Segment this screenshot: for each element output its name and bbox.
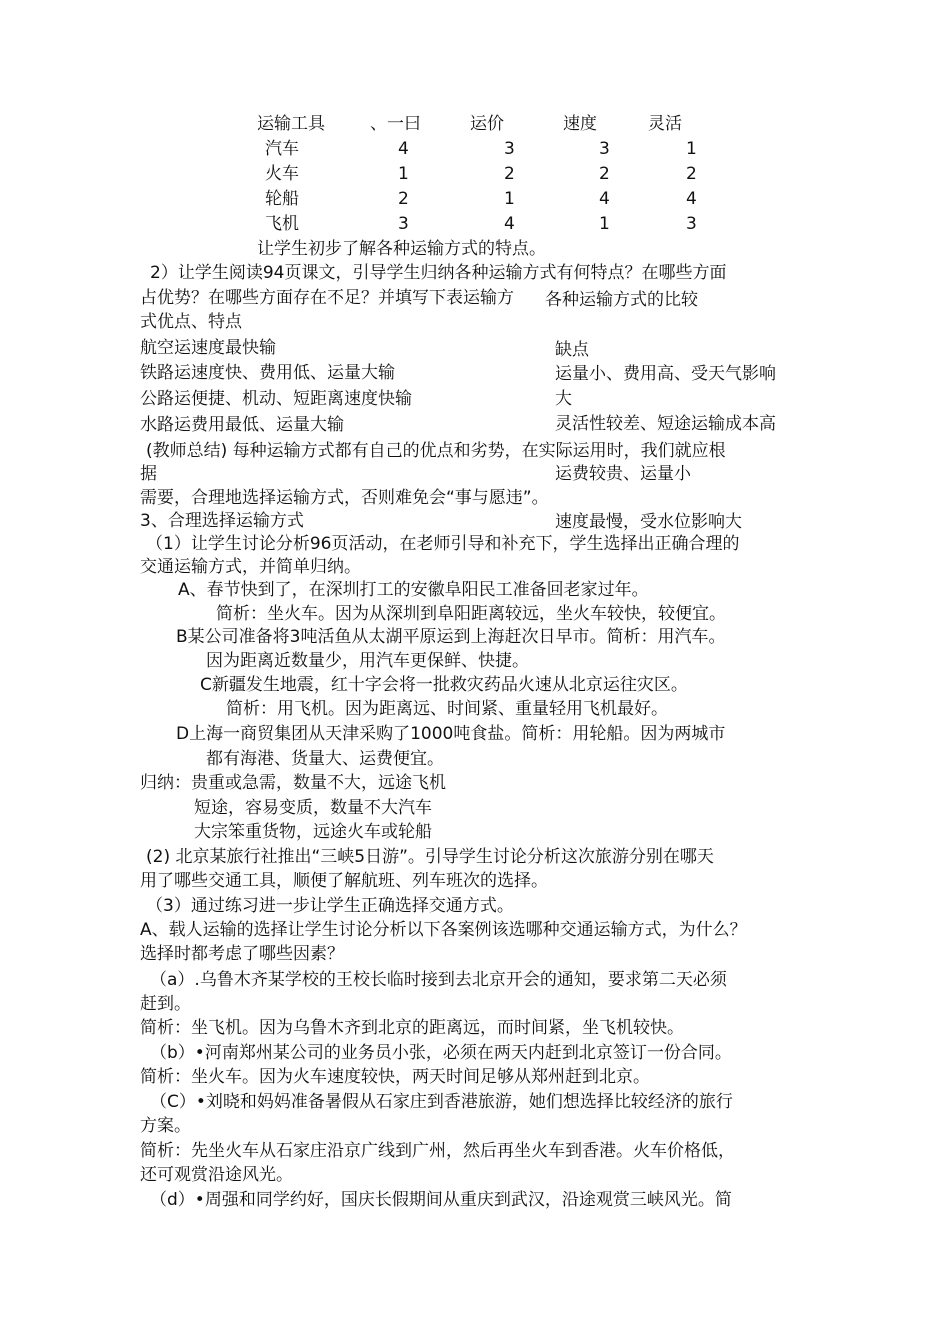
case-c-analysis: 简析：用飞机。因为距离远、时间紧、重量轻用飞机最好。 xyxy=(226,699,668,719)
summary-line: 归纳：贵重或急需，数量不大，远途飞机 xyxy=(140,773,446,793)
question-a: 赶到。 xyxy=(140,994,191,1014)
advantage-row: 公路运便捷、机动、短距离速度快输 xyxy=(140,389,412,409)
table-cell: 4 xyxy=(599,189,610,209)
table-cell: 2 xyxy=(686,164,697,184)
question-c: （C）•刘晓和妈妈准备暑假从石家庄到香港旅游，她们想选择比较经济的旅行 xyxy=(150,1092,733,1112)
question-b: （b）•河南郑州某公司的业务员小张，必须在两天内赶到北京签订一份合同。 xyxy=(150,1043,732,1063)
table-header-vehicle: 运输工具 xyxy=(257,114,325,134)
table-header-flexibility: 灵活 xyxy=(648,114,682,134)
case-d: D上海一商贸集团从天津采购了1000吨食盐。简析：用轮船。因为两城市 xyxy=(176,724,726,744)
table-cell: 轮船 xyxy=(265,189,299,209)
case-c: C新疆发生地震，红十字会将一批救灾药品火速从北京运往灾区。 xyxy=(200,675,688,695)
section-heading: 3、合理选择运输方式 xyxy=(140,511,304,531)
table-cell: 1 xyxy=(398,164,409,184)
table-cell: 2 xyxy=(599,164,610,184)
case-d-analysis: 都有海港、货量大、运费便宜。 xyxy=(206,749,444,769)
table-cell: 3 xyxy=(504,139,515,159)
summary-line: 大宗笨重货物，远途火车或轮船 xyxy=(194,822,432,842)
disadvantage-row: 运量小、费用高、受天气影响 xyxy=(555,364,776,384)
table-cell: 3 xyxy=(686,214,697,234)
table-cell: 1 xyxy=(599,214,610,234)
advantage-row: 铁路运速度快、费用低、运量大输 xyxy=(140,363,395,383)
comparison-title: 各种运输方式的比较 xyxy=(545,290,698,310)
summary-line: 短途，容易变质，数量不大汽车 xyxy=(194,798,432,818)
question-c: 方案。 xyxy=(140,1116,191,1136)
question-b-analysis: 简析：坐火车。因为火车速度较快，两天时间足够从郑州赶到北京。 xyxy=(140,1067,650,1087)
paragraph: (教师总结) 每种运输方式都有自己的优点和劣势，在实际运用时，我们就应根 xyxy=(146,441,726,461)
table-cell: 汽车 xyxy=(265,139,299,159)
question-a: （a）.乌鲁木齐某学校的王校长临时接到去北京开会的通知，要求第二天必须 xyxy=(150,970,727,990)
table-header-price: 运价 xyxy=(470,114,504,134)
disadvantage-header: 缺点 xyxy=(555,340,589,360)
table-cell: 4 xyxy=(686,189,697,209)
paragraph: （3）通过练习进一步让学生正确选择交通方式。 xyxy=(146,896,514,916)
paragraph: 式优点、特点 xyxy=(140,312,242,332)
case-a-analysis: 简析：坐火车。因为从深圳到阜阳距离较远，坐火车较快，较便宜。 xyxy=(216,604,726,624)
paragraph: 据 xyxy=(140,464,157,484)
question-a-analysis: 简析：坐飞机。因为乌鲁木齐到北京的距离远，而时间紧，坐飞机较快。 xyxy=(140,1018,684,1038)
paragraph: （1）让学生讨论分析96页活动，在老师引导和补充下，学生选择出正确合理的 xyxy=(146,534,740,554)
disadvantage-row: 灵活性较差、短途运输成本高 xyxy=(555,414,776,434)
advantage-row: 航空运速度最快输 xyxy=(140,338,276,358)
paragraph: 2）让学生阅读94页课文，引导学生归纳各种运输方式有何特点？在哪些方面 xyxy=(150,263,727,283)
paragraph: 用了哪些交通工具，顺便了解航班、列车班次的选择。 xyxy=(140,871,548,891)
table-note: 让学生初步了解各种运输方式的特点。 xyxy=(257,239,546,259)
case-b: B某公司准备将3吨活鱼从太湖平原运到上海赶次日早市。简析：用汽车。 xyxy=(176,627,726,647)
disadvantage-row: 速度最慢，受水位影响大 xyxy=(555,512,742,532)
paragraph: 选择时都考虑了哪些因素？ xyxy=(140,944,344,964)
disadvantage-row: 运费较贵、运量小 xyxy=(555,464,691,484)
case-b-analysis: 因为距离近数量少，用汽车更保鲜、快捷。 xyxy=(206,651,529,671)
table-cell: 2 xyxy=(504,164,515,184)
advantage-row: 水路运费用最低、运量大输 xyxy=(140,415,344,435)
paragraph: 需要，合理地选择运输方式，否则难免会“事与愿违”。 xyxy=(140,488,549,508)
table-cell: 飞机 xyxy=(265,214,299,234)
table-cell: 1 xyxy=(504,189,515,209)
question-c-analysis: 还可观赏沿途风光。 xyxy=(140,1165,293,1185)
paragraph: (2) 北京某旅行社推出“三峡5日游”。引导学生讨论分析这次旅游分别在哪天 xyxy=(146,847,714,867)
question-d: （d）•周强和同学约好，国庆长假期间从重庆到武汉，沿途观赏三峡风光。简 xyxy=(150,1190,732,1210)
table-cell: 4 xyxy=(398,139,409,159)
table-cell: 3 xyxy=(599,139,610,159)
paragraph: A、载人运输的选择让学生讨论分析以下各案例该选哪种交通运输方式，为什么？ xyxy=(140,920,747,940)
table-cell: 4 xyxy=(504,214,515,234)
table-cell: 2 xyxy=(398,189,409,209)
table-cell: 1 xyxy=(686,139,697,159)
table-cell: 火车 xyxy=(265,164,299,184)
paragraph: 交通运输方式，并简单归纳。 xyxy=(140,557,361,577)
disadvantage-row: 大 xyxy=(555,389,572,409)
question-c-analysis: 简析：先坐火车从石家庄沿京广线到广州，然后再坐火车到香港。火车价格低， xyxy=(140,1141,735,1161)
paragraph: 占优势？在哪些方面存在不足？并填写下表运输方 xyxy=(140,288,514,308)
case-a: A、春节快到了，在深圳打工的安徽阜阳民工准备回老家过年。 xyxy=(178,580,649,600)
table-header-speed: 速度 xyxy=(563,114,597,134)
table-cell: 3 xyxy=(398,214,409,234)
table-header-2: 、一曰 xyxy=(370,114,421,134)
